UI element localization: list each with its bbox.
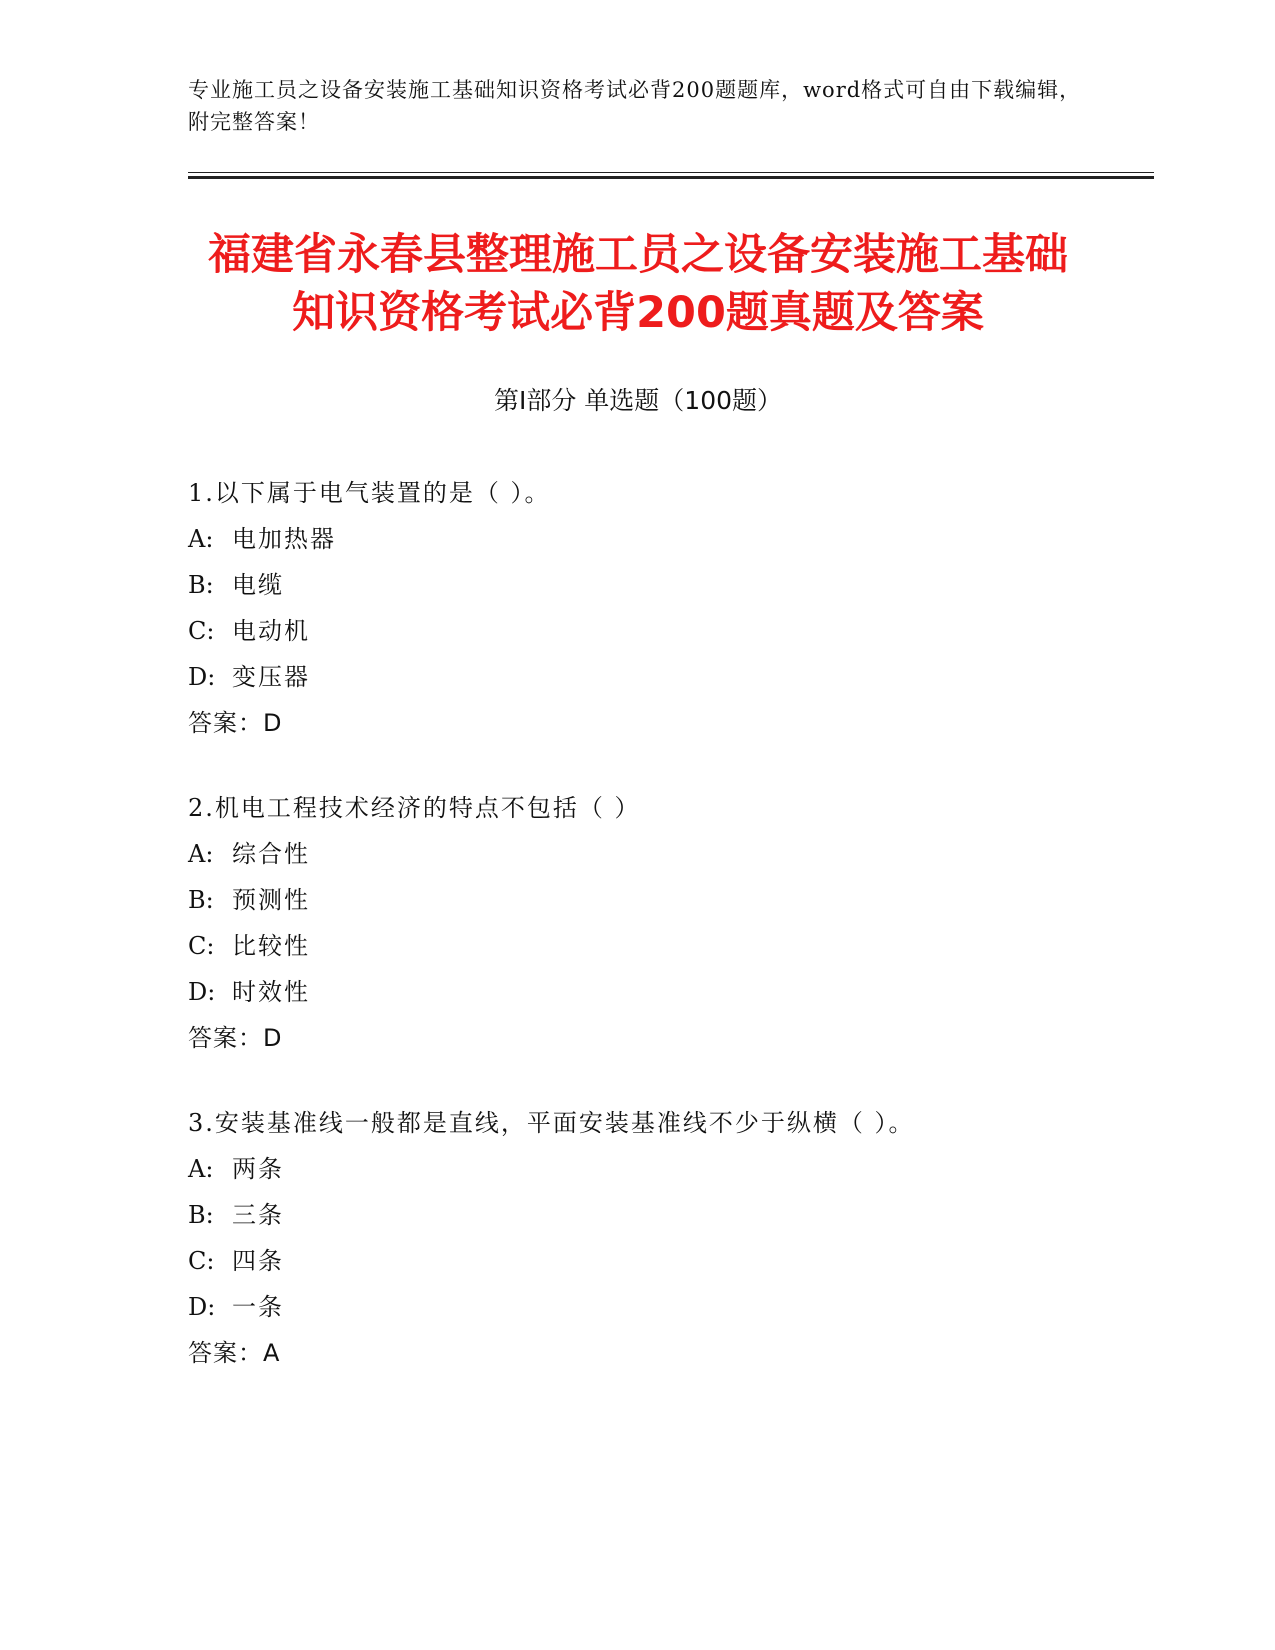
option-letter: B: [188, 886, 214, 914]
option-text: 时效性 [232, 978, 310, 1006]
question-stem: 3.安装基准线一般都是直线，平面安装基准线不少于纵横（ ）。 [188, 1109, 915, 1137]
option-text: 电缆 [232, 571, 284, 599]
option-a [188, 831, 1148, 877]
answer-line: 答案：A [188, 1339, 281, 1367]
option-text: 一条 [232, 1293, 284, 1321]
option-letter: D: [188, 1293, 216, 1321]
option-letter: C: [188, 1247, 215, 1275]
option-letter: B: [188, 571, 214, 599]
answer-line: 答案：D [188, 1024, 283, 1052]
option-text: 四条 [232, 1247, 284, 1275]
question-2 [188, 785, 1148, 1061]
option-d [188, 969, 1148, 1015]
option-b [188, 1192, 1148, 1238]
question-stem: 1.以下属于电气装置的是（ ）。 [188, 479, 551, 507]
option-letter: A: [188, 840, 214, 868]
header-rule-thin [188, 172, 1154, 173]
document-title: 福建省永春县整理施工员之设备安装施工基础知识资格考试必背200题真题及答案 [208, 230, 1068, 338]
option-letter: A: [188, 1155, 214, 1183]
header-rule-thick [188, 176, 1154, 179]
option-c [188, 923, 1148, 969]
question-3 [188, 1100, 1148, 1376]
option-text: 预测性 [232, 886, 310, 914]
option-text: 变压器 [232, 663, 310, 691]
option-c [188, 608, 1148, 654]
option-letter: D: [188, 978, 216, 1006]
section-heading: 第I部分 单选题（100题） [493, 386, 783, 415]
option-letter: A: [188, 525, 214, 553]
option-letter: D: [188, 663, 216, 691]
option-text: 比较性 [232, 932, 310, 960]
answer-line: 答案：D [188, 709, 283, 737]
option-b [188, 877, 1148, 923]
header-note: 专业施工员之设备安装施工基础知识资格考试必背200题题库，word格式可自由下载编辑，附完整答案！ [188, 78, 1082, 134]
option-b [188, 562, 1148, 608]
option-d [188, 654, 1148, 700]
option-text: 电加热器 [232, 525, 336, 553]
option-a [188, 516, 1148, 562]
option-text: 电动机 [232, 617, 310, 645]
option-text: 综合性 [232, 840, 310, 868]
option-text: 三条 [232, 1201, 284, 1229]
option-text: 两条 [232, 1155, 284, 1183]
option-d [188, 1284, 1148, 1330]
option-letter: B: [188, 1201, 214, 1229]
option-letter: C: [188, 617, 215, 645]
option-c [188, 1238, 1148, 1284]
option-letter: C: [188, 932, 215, 960]
option-a [188, 1146, 1148, 1192]
question-stem: 2.机电工程技术经济的特点不包括（ ） [188, 794, 641, 822]
question-1 [188, 470, 1148, 746]
